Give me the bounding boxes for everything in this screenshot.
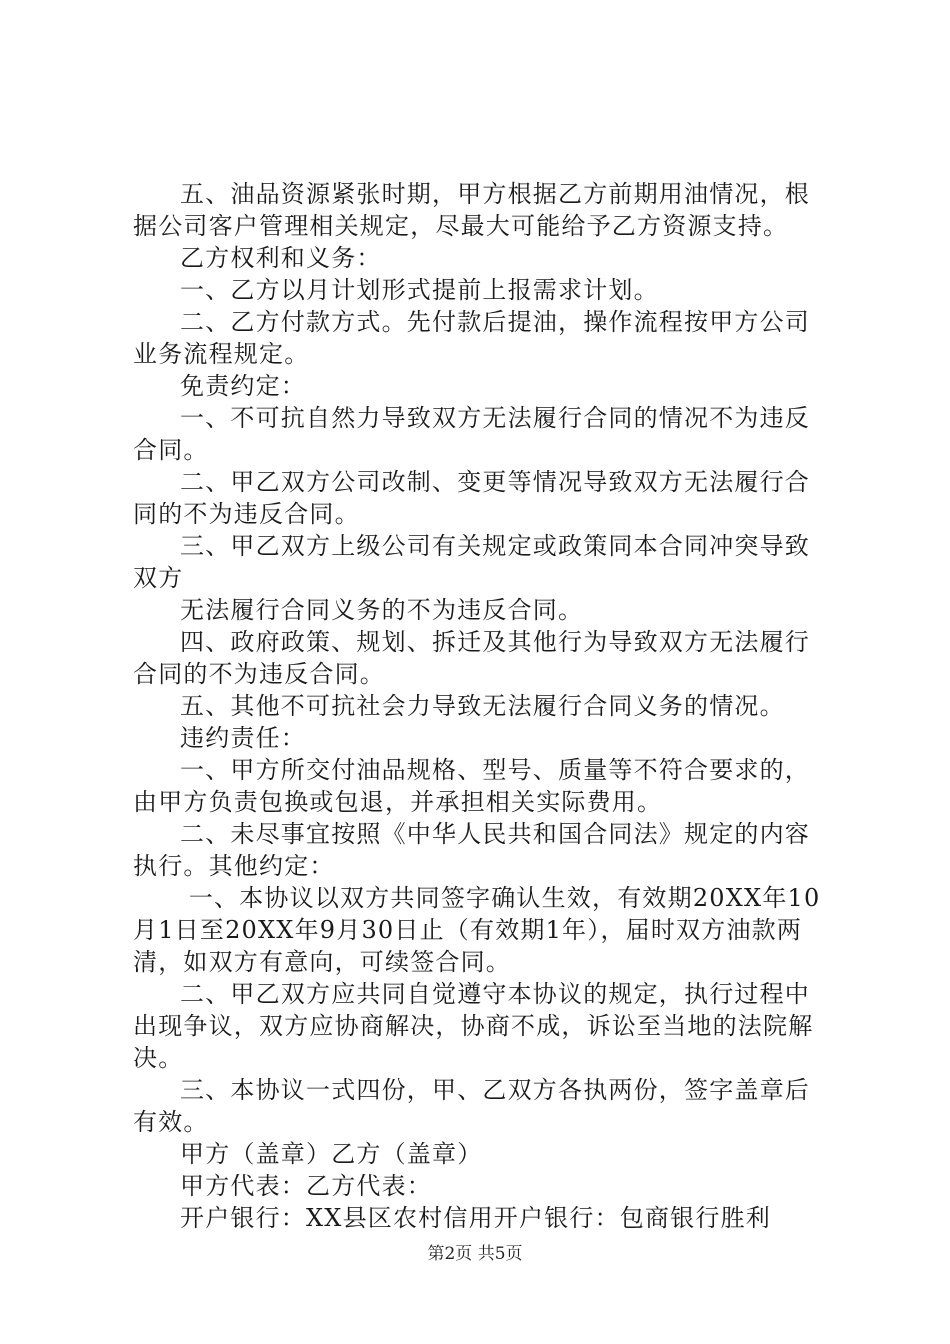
paragraph-line: 出现争议，双方应协商解决，协商不成，诉讼至当地的法院解: [133, 1012, 814, 1040]
page-number-footer: 第2页 共5页: [427, 1244, 523, 1264]
paragraph-line: 三、本协议一式四份，甲、乙双方各执两份，签字盖章后: [180, 1076, 810, 1104]
paragraph-line: 三、甲乙双方上级公司有关规定或政策同本合同冲突导致: [180, 532, 810, 560]
section-heading: 违约责任：: [180, 724, 306, 752]
paragraph-line: 执行。其他约定：: [133, 852, 335, 880]
paragraph-line: 无法履行合同义务的不为违反合同。: [180, 596, 584, 624]
paragraph-line: 二、甲乙双方公司改制、变更等情况导致双方无法履行合: [180, 468, 810, 496]
paragraph-line: 一、乙方以月计划形式提前上报需求计划。: [180, 276, 659, 304]
section-heading: 免责约定：: [180, 372, 306, 400]
paragraph-line: 双方: [133, 564, 184, 592]
paragraph-line: 业务流程规定。: [133, 340, 310, 368]
paragraph-line: 二、乙方付款方式。先付款后提油，操作流程按甲方公司: [180, 308, 810, 336]
signature-line: 甲方（盖章）乙方（盖章）: [180, 1140, 483, 1168]
paragraph-line: 一、本协议以双方共同签字确认生效，有效期20XX年10: [180, 884, 821, 912]
paragraph-line: 二、甲乙双方应共同自觉遵守本协议的规定，执行过程中: [180, 980, 810, 1008]
bank-line: 开户银行：XX县区农村信用开户银行：包商银行胜利: [180, 1204, 771, 1232]
paragraph-line: 一、不可抗自然力导致双方无法履行合同的情况不为违反: [180, 404, 810, 432]
paragraph-line: 合同的不为违反合同。: [133, 660, 385, 688]
paragraph-line: 清，如双方有意向，可续签合同。: [133, 948, 511, 976]
paragraph-line: 一、甲方所交付油品规格、型号、质量等不符合要求的，: [180, 756, 810, 784]
paragraph-line: 四、政府政策、规划、拆迁及其他行为导致双方无法履行: [180, 628, 810, 656]
paragraph-line: 同的不为违反合同。: [133, 500, 360, 528]
paragraph-line: 据公司客户管理相关规定，尽最大可能给予乙方资源支持。: [133, 212, 789, 240]
paragraph-line: 五、油品资源紧张时期，甲方根据乙方前期用油情况，根: [180, 180, 810, 208]
paragraph-line: 决。: [133, 1044, 184, 1072]
paragraph-line: 由甲方负责包换或包退，并承担相关实际费用。: [133, 788, 663, 816]
paragraph-line: 二、未尽事宜按照《中华人民共和国合同法》规定的内容: [180, 820, 810, 848]
section-heading: 乙方权利和义务：: [180, 244, 382, 272]
paragraph-line: 合同。: [133, 436, 209, 464]
signature-line: 甲方代表：乙方代表：: [180, 1172, 432, 1200]
paragraph-line: 五、其他不可抗社会力导致无法履行合同义务的情况。: [180, 692, 785, 720]
paragraph-line: 月1日至20XX年9月30日止（有效期1年），届时双方油款两: [133, 916, 803, 944]
paragraph-line: 有效。: [133, 1108, 209, 1136]
